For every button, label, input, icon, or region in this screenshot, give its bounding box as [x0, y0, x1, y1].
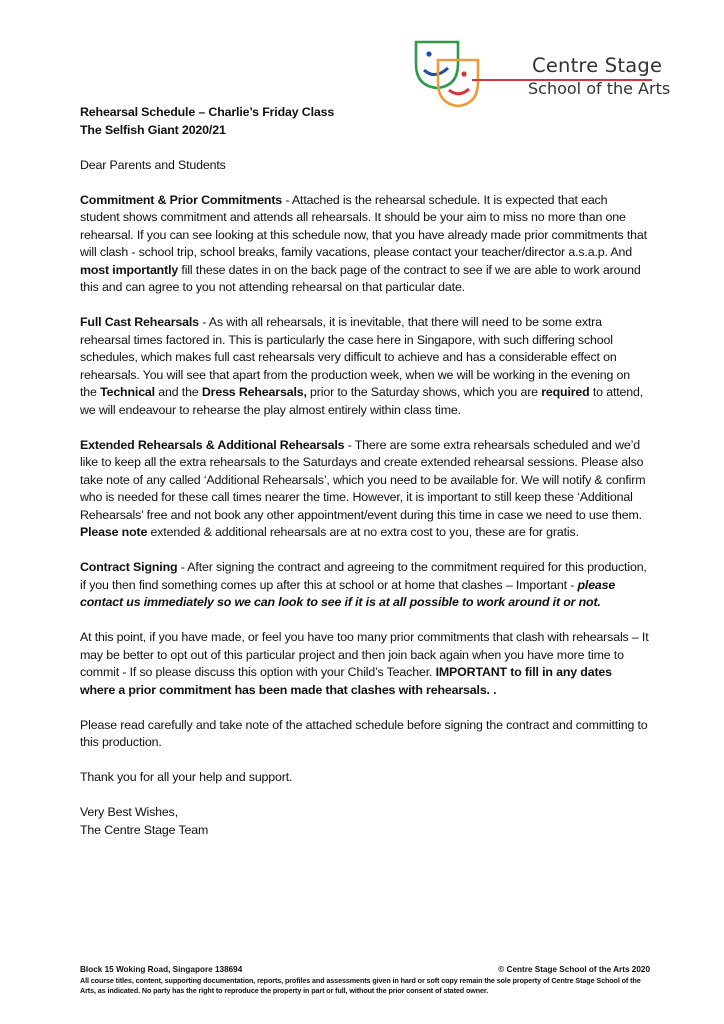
emphasis-text: IMPORTANT to fill in any dates where a prior commitment has been made that clashes with rehearsals. .	[80, 665, 612, 697]
logo-name-line1: Centre Stage	[532, 54, 663, 77]
theatre-masks-icon	[412, 38, 532, 110]
section-text: fill these dates in on the back page of the contract to see if we are able to work around this and can agree to you not attending rehearsal on that particular date.	[80, 262, 641, 294]
section-opt-out	[80, 629, 650, 699]
section-commitment	[80, 192, 650, 297]
page-footer	[80, 965, 650, 996]
section-heading: Full Cast Rehearsals	[80, 315, 199, 329]
thanks-note: Thank you for all your help and support.	[80, 770, 293, 784]
title-line2: The Selfish Giant 2020/21	[80, 122, 226, 137]
footer-address: Block 15 Woking Road, Singapore 138694	[80, 965, 243, 974]
emphasis-text: please contact us immediately so we can look to see if it is at all possible to work around it or not.	[80, 577, 616, 609]
signoff-line2: The Centre Stage Team	[80, 822, 209, 837]
section-full-cast	[80, 314, 650, 419]
section-text: prior to the Saturday shows, which you are	[306, 385, 542, 399]
section-text: and the	[154, 385, 202, 399]
salutation: Dear Parents and Students	[80, 157, 226, 172]
letter-body	[80, 104, 650, 839]
section-text: - As with all rehearsals, it is inevitable, that there will need to be some extra rehearsal times factored in. This is particularly the case here in Singapore, with such differing school schedules, which makes full cast rehearsals very difficult to achieve and has a considerable effect on rehearsals. You will see that apart from the production week, when we will be working in the evening on the	[80, 315, 631, 399]
section-text: extended & additional rehearsals are at no extra cost to you, these are for gratis.	[147, 525, 579, 539]
footer-copyright: © Centre Stage School of the Arts 2020	[498, 965, 650, 974]
section-text: At this point, if you have made, or feel you have too many prior commitments that clash with rehearsals – It may be better to opt out of this particular project and then join back again when you have more time to commit - If so please discuss this option with your Child’s Teacher.	[80, 630, 649, 679]
section-text: - There are some extra rehearsals scheduled and we’d like to keep all the extra rehearsals to the Saturdays and create extended rehearsal sessions. Please also take note of any called ‘Additional Rehearsals’, which you need to be available for. We will notify & confirm who is needed for these call times nearer the time. However, it is important to still keep these ‘Additional Rehearsals’ free and not book any other appointment/event during this time in case we need to use them.	[80, 437, 646, 522]
emphasis-text: most importantly	[80, 262, 179, 277]
section-text: - Attached is the rehearsal schedule. It is expected that each student shows commitment and attends all rehearsals. It should be your aim to miss no more than one rehearsal. If you can see looking at this schedule now, that you have already made prior commitments that will clash - school trip, school breaks, family vacations, please contact your teacher/director a.s.a.p. And	[80, 192, 647, 259]
section-text: - After signing the contract and agreeing to the commitment required for this production, if you then find something comes up after this at school or at home that clashes – Important -	[80, 560, 647, 592]
signoff-line1: Very Best Wishes,	[80, 805, 178, 819]
emphasis-text: Technical	[100, 385, 155, 399]
section-heading: Commitment & Prior Commitments	[80, 192, 283, 207]
signoff	[80, 804, 650, 839]
emphasis-text: Dress Rehearsals,	[201, 385, 307, 399]
section-text: to attend, we will endeavour to rehearse the play almost entirely within class time.	[80, 385, 644, 417]
title-line1: Rehearsal Schedule – Charlie’s Friday Class	[80, 105, 335, 119]
school-logo	[412, 38, 671, 110]
section-contract	[80, 559, 650, 612]
section-heading: Extended Rehearsals & Additional Rehearsals	[80, 437, 345, 452]
read-carefully-note: Please read carefully and take note of the attached schedule before signing the contract and committing to this production.	[80, 717, 648, 749]
section-heading: Contract Signing	[80, 560, 178, 574]
emphasis-text: Please note	[80, 525, 148, 539]
emphasis-text: required	[541, 385, 590, 399]
footer-legal-notice: All course titles, content, supporting documentation, reports, profiles and assessments given in hard or soft copy remain the sole property of Centre Stage School of the Arts, as indicated. No party has the right to reproduce the property in part or full, without the prior consent of stated owner.	[80, 976, 641, 995]
letter-title	[80, 104, 650, 139]
logo-name-line2: School of the Arts	[528, 79, 671, 98]
section-extended	[80, 437, 650, 542]
